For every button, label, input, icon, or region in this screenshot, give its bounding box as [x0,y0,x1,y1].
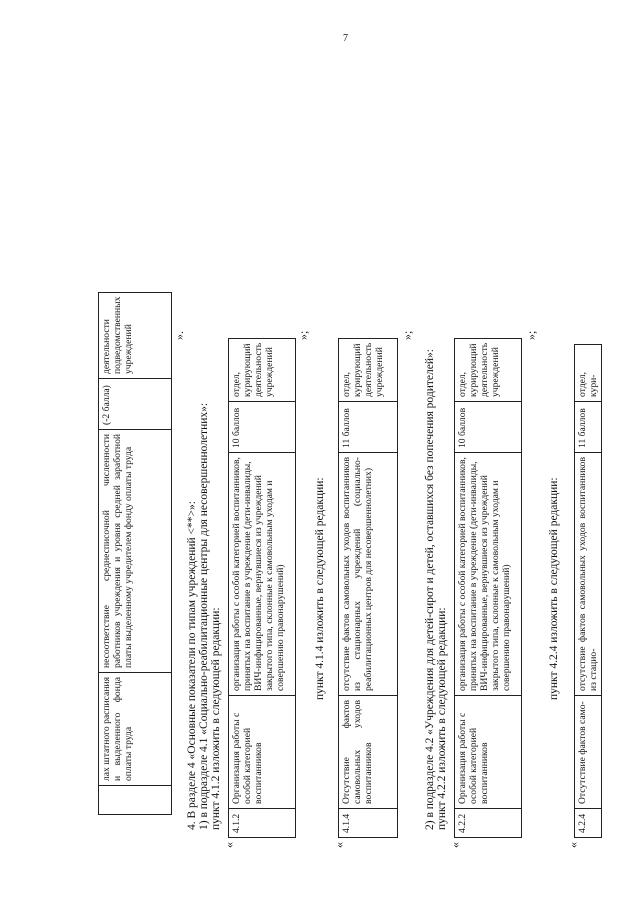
cell-score: (-2 балла) [99,379,172,430]
paragraph-item-4-1-4: пункт 4.1.4 изложить в следующей редакции: [314,477,326,700]
cell-department: деятельности подведомственных учреждений [99,292,172,378]
paragraph-item-4-2-4: пункт 4.2.4 изложить в следующей редакции: [548,477,560,700]
closing-quote: ». [172,331,186,340]
table-row [455,338,522,837]
table-item-4-1-2 [228,338,296,838]
cell-description: несоответствие среднесписочной численности работников учреждения и уровня средней заработной платы выделенному учредителем фонду оплаты труда [99,430,172,673]
cell-department: отдел, курирующий деятельность учреждений [339,338,398,401]
table-item-4-2-2 [454,338,522,838]
paragraph-subsection-4-1: 1) в подразделе 4.1 «Социально-реабилитационные центры для несовершеннолетних»: [198,402,210,830]
cell-description: организация работы с особой категорией воспитанников, принятых на воспитание в учреждение (дети-инвалиды, ВИЧ-инфицированные, вернувшиеся из учреждений закрытого типа, склонные к самовольным уходам и совершению правонарушений) [229,453,296,696]
cell-score: 11 баллов [575,402,602,453]
cell-indicator-name: Отсутствие фактов само- [575,696,602,809]
cell-indicator-name: лах штатного расписания и выделенного фонда оплаты труда [99,673,172,786]
paragraph-item-4-1-2: пункт 4.1.2 изложить в следующей редакции: [210,607,222,830]
opening-quote: « [332,842,346,848]
closing-quote: »; [400,330,414,340]
paragraph-section-4: 4. В разделе 4 «Основные показатели по типам учреждений <**>»: [186,501,198,830]
opening-quote: « [222,842,236,848]
table-row [575,345,602,838]
cell-indicator-name: Организация работы с особой категорией воспитанников [229,696,296,809]
cell-department: отдел, курирующий деятельность учреждений [229,338,296,401]
table-continuation [98,292,172,815]
opening-quote: « [448,842,462,848]
cell-indicator-name: Отсутствие фактов самовольных уходов воспитанников [339,696,398,809]
table-row [229,338,296,837]
cell-number: 4.1.2 [229,809,296,838]
table-row [99,292,172,814]
rotated-page-content [40,40,600,860]
cell-number: 4.2.2 [455,809,522,838]
paragraph-subsection-4-2: 2) в подразделе 4.2 «Учреждения для детей-сирот и детей, оставшихся без попечения родителей»: [424,349,436,830]
cell-department: отдел, курирующий деятельность учреждений [455,338,522,401]
closing-quote: »; [296,330,310,340]
cell-number: 4.1.4 [339,809,398,838]
opening-quote: « [566,842,580,848]
paragraph-item-4-2-2: пункт 4.2.2 изложить в следующей редакции: [436,607,448,830]
cell-description: отсутствие фактов самовольных уходов воспитанников из стационарных учреждений (социально-реабилитационных центров для несовершеннолетних) [339,453,398,696]
cell-indicator-name: Организация работы с особой категорией воспитанников [455,696,522,809]
cell-description: отсутствие фактов самовольных уходов воспитанников из стацио- [575,453,602,696]
table-item-4-2-4 [574,344,602,838]
table-row [339,338,398,837]
table-item-4-1-4 [338,338,398,838]
cell-score: 10 баллов [455,402,522,453]
closing-quote: »; [524,330,538,340]
page-number: 7 [343,33,348,44]
cell-score: 11 баллов [339,402,398,453]
cell-score: 10 баллов [229,402,296,453]
cell-description: организация работы с особой категорией воспитанников, принятых на воспитание в учреждение (дети-инвалиды, ВИЧ-инфицированные, вернувшиеся из учреждений закрытого типа, склонные к самовольным уходам и совершению правонарушений) [455,453,522,696]
cell-department: отдел, кури- [575,345,602,402]
cell-number: 4.2.4 [575,809,602,838]
cell-number [99,786,172,815]
